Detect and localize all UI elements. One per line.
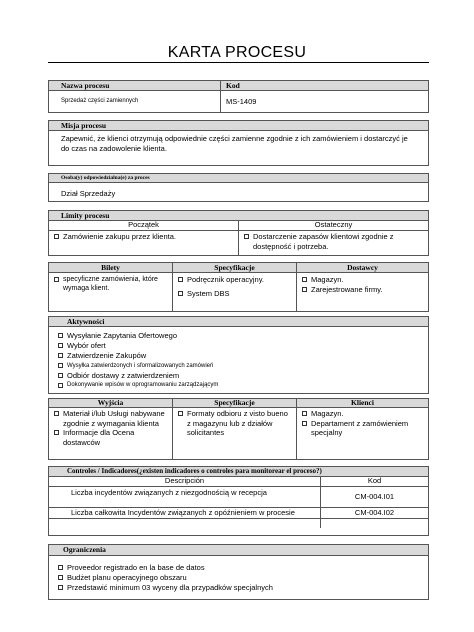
input-specs-item: Podręcznik operacyjny. <box>187 275 264 284</box>
inputs-box <box>48 262 429 312</box>
checkbox-icon <box>244 234 249 239</box>
table-row <box>49 487 428 508</box>
control-desc: Liczba incydentów związanych z niezgodnością w recepcja <box>49 487 321 507</box>
table-row <box>49 508 428 519</box>
responsible-value: Dział Sprzedaży <box>61 189 116 198</box>
limitation-item <box>57 563 424 573</box>
activity-item <box>57 351 424 361</box>
checkbox-icon <box>58 363 63 368</box>
checkbox-icon <box>178 411 183 416</box>
limits-end-cell <box>239 231 428 255</box>
controls-header: Controles / Indicadores(¿existen indicadores o controles para monitorear el proceso?) <box>49 467 428 477</box>
clients-cell <box>297 408 428 459</box>
checkbox-icon <box>54 234 59 239</box>
process-code-value: MS-1409 <box>226 97 257 106</box>
outputs-item: Materiał i/lub Usługi nabywane zgodnie z wymagania klienta <box>63 409 165 428</box>
activity-text: Odbiór dostawy z zatwierdzeniem <box>67 371 180 380</box>
title-rule <box>48 62 429 63</box>
control-code: CM-004.I01 <box>354 492 395 501</box>
checkbox-icon <box>54 277 59 282</box>
responsible-box <box>48 173 429 202</box>
outputs-item: Informacje dla Ocena dostawców <box>63 428 135 447</box>
checkbox-icon <box>178 291 183 296</box>
checkbox-icon <box>54 411 59 416</box>
limitations-header: Ograniczenia <box>49 545 428 556</box>
checkbox-icon <box>302 421 307 426</box>
output-specs-item: Formaty odbioru z visto bueno z magazynu lub z działów solicitantes <box>187 409 288 437</box>
tickets-cell <box>49 273 173 311</box>
outputs-box <box>48 398 429 460</box>
checkbox-icon <box>58 383 63 388</box>
checkbox-icon <box>58 565 63 570</box>
activity-item <box>57 371 424 381</box>
control-code: CM-004.I02 <box>354 508 395 517</box>
activity-text: Zatwierdzenie Zakupów <box>67 351 147 360</box>
clients-item: Magazyn. <box>311 409 344 418</box>
suppliers-cell <box>297 273 428 311</box>
limits-header: Limity procesu <box>49 211 428 221</box>
input-specs-item: System DBS <box>187 289 230 298</box>
limitation-text: Proveedor registrado en la base de datos <box>67 563 205 572</box>
control-desc: Liczba całkowita Incydentów związanych z opóźnieniem w procesie <box>49 508 321 518</box>
checkbox-icon <box>302 411 307 416</box>
outputs-header: Wyjścia <box>49 399 173 407</box>
checkbox-icon <box>58 373 63 378</box>
checkbox-icon <box>302 277 307 282</box>
output-specs-header: Specyfikacje <box>173 399 297 407</box>
checkbox-icon <box>58 575 63 580</box>
checkbox-icon <box>54 430 59 435</box>
suppliers-item: Magazyn. <box>311 275 344 284</box>
checkbox-icon <box>58 353 63 358</box>
process-name-value: Sprzedaż części zamiennych <box>49 91 221 112</box>
activities-box <box>48 316 429 394</box>
clients-item: Departament z zamówieniem specjalny <box>311 418 409 437</box>
activity-text: Wysyłka zatwierdzonych i sformalizowanych zamówień <box>67 363 214 369</box>
limits-end-header: Ostateczny <box>314 220 353 229</box>
process-header-row <box>49 81 428 91</box>
page-title: KARTA PROCESU <box>167 44 307 61</box>
limitation-item <box>57 573 424 583</box>
responsible-header: Osoba(y) odpowiedzialna(e) za proces <box>49 174 428 183</box>
process-code-header: Kod <box>226 81 240 90</box>
limits-end-value: Dostarczenie zapasów klientowi zgodnie z dostępność i potrzeba. <box>253 232 394 251</box>
process-box <box>48 80 429 113</box>
limits-start-value: Zamówienie zakupu przez klienta. <box>63 232 176 241</box>
limitation-text: Przedstawić minimum 03 wyceny dla przypadków specjalnych <box>67 583 273 592</box>
suppliers-header: Dostawcy <box>347 263 378 272</box>
checkbox-icon <box>58 585 63 590</box>
limitations-box <box>48 544 429 600</box>
tickets-item: specyficzne zamówienia, które wymaga klient. <box>63 276 158 292</box>
controls-desc-header: Descripción <box>49 477 321 486</box>
activity-item <box>57 341 424 351</box>
limitations-list <box>49 556 428 593</box>
activity-item <box>57 361 424 371</box>
activity-item <box>57 381 424 390</box>
mission-header: Misja procesu <box>49 121 428 131</box>
controls-code-header: Kod <box>367 476 382 485</box>
process-name-header: Nazwa procesu <box>49 81 221 90</box>
outputs-cell <box>49 408 173 459</box>
checkbox-icon <box>58 343 63 348</box>
activities-header: Aktywności <box>49 317 428 327</box>
limits-box <box>48 210 429 256</box>
mission-text: Zapewnić, że klienci otrzymują odpowiednie części zamienne zgodnie z ich zamówieniem i dostarczyć je do czas na zadowolenie klienta. <box>61 134 408 153</box>
activities-list <box>49 327 428 390</box>
checkbox-icon <box>58 333 63 338</box>
input-specs-header: Specyfikacje <box>173 263 297 272</box>
table-row-empty <box>49 519 428 528</box>
limits-start-cell <box>49 231 239 255</box>
limits-start-header: Początek <box>49 221 239 230</box>
output-specs-cell <box>173 408 297 459</box>
activity-text: Wysyłanie Zapytania Ofertowego <box>67 331 177 340</box>
checkbox-icon <box>178 277 183 282</box>
tickets-header: Bilety <box>49 263 173 272</box>
limitation-item <box>57 583 424 593</box>
clients-header: Klienci <box>351 398 374 407</box>
activity-text: Wybór ofert <box>67 341 106 350</box>
input-specs-cell <box>173 273 297 311</box>
controls-box <box>48 466 429 536</box>
limitation-text: Budżet planu operacyjnego obszaru <box>67 573 187 582</box>
activity-item <box>57 331 424 341</box>
suppliers-item: Zarejestrowane firmy. <box>311 285 383 294</box>
mission-box <box>48 120 429 166</box>
checkbox-icon <box>302 287 307 292</box>
activity-text: Dokonywanie wpisów w oprogramowaniu zarządzającym <box>67 382 219 388</box>
